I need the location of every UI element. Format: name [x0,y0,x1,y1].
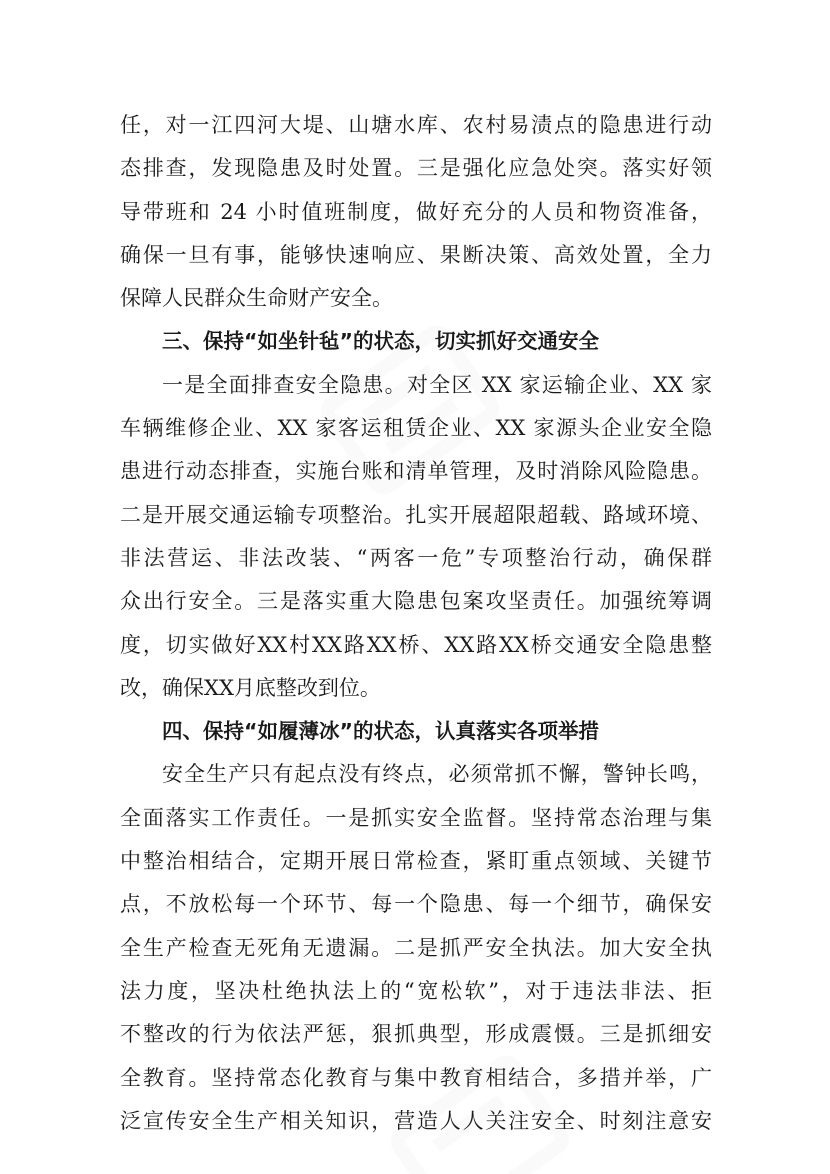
text-line: 不整改的行为依法严惩，狠抓典型，形成震慑。三是抓细安 [120,1022,712,1047]
text-line: 任，对一江四河大堤、山塘水库、农村易渍点的隐患进行动 [120,113,712,137]
text-line: 全教育。坚持常态化教育与集中教育相结合，多措并举，广 [120,1065,712,1090]
text-line: 泛宣传安全生产相关知识，营造人人关注安全、时刻注意安 [120,1108,712,1133]
text-line: 车辆维修企业、XX 家客运租赁企业、XX 家源头企业安全隐 [120,416,712,441]
text-line: 患进行动态排查，实施台账和清单管理，及时消除风险隐患。 [120,459,712,484]
text-line: 全生产检查无死角无遗漏。二是抓严安全执法。加大安全执 [120,935,712,960]
text-line: 保障人民群众生命财产安全。 [120,286,393,311]
section-heading-4: 四、保持“如履薄冰”的状态，认真落实各项举措 [162,719,599,744]
text-line: 导带班和 24 小时值班制度，做好充分的人员和物资准备， [120,199,712,224]
text-line: 全面落实工作责任。一是抓实安全监督。坚持常态治理与集 [120,805,712,830]
text-line: 确保一旦有事，能够快速响应、果断决策、高效处置，全力 [120,242,712,267]
text-line: 态排查，发现隐患及时处置。三是强化应急处突。落实好领 [120,156,712,181]
text-line: 点，不放松每一个环节、每一个隐患、每一个细节，确保安 [120,892,712,917]
text-line: 非法营运、非法改装、“两客一危”专项整治行动，确保群 [120,545,712,570]
text-line: 法力度，坚决杜绝执法上的“宽松软”，对于违法非法、拒 [120,978,712,1003]
document-body [120,104,712,1143]
text-line: 一是全面排查安全隐患。对全区 XX 家运输企业、XX 家 [162,372,712,397]
text-line: 中整治相结合，定期开展日常检查，紧盯重点领域、关键节 [120,849,712,874]
section-heading-3: 三、保持“如坐针毡”的状态，切实抓好交通安全 [162,329,599,354]
text-line: 安全生产只有起点没有终点，必须常抓不懈，警钟长鸣， [162,762,712,787]
text-line: 二是开展交通运输专项整治。扎实开展超限超载、路域环境、 [120,502,712,527]
text-line: 改，确保XX月底整改到位。 [120,675,381,700]
text-line: 众出行安全。三是落实重大隐患包案攻坚责任。加强统筹调 [120,589,712,614]
text-line: 度，切实做好XX村XX路XX桥、XX路XX桥交通安全隐患整 [120,632,712,657]
